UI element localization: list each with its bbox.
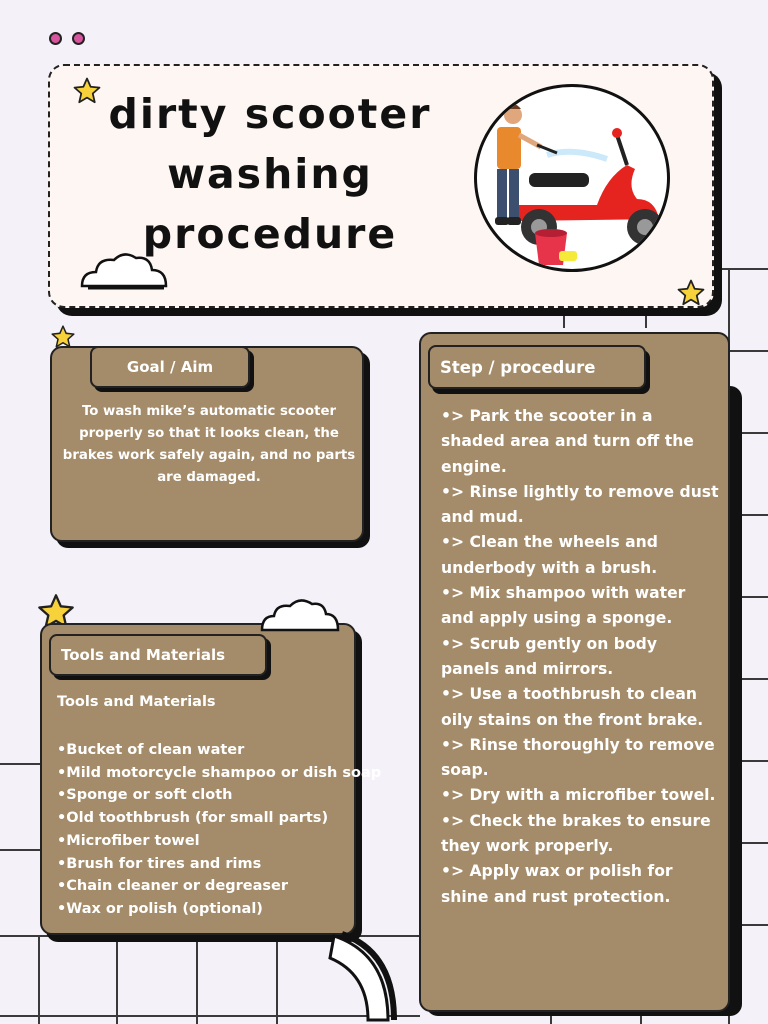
list-item: •Microfiber towel	[57, 832, 200, 849]
list-item: •> Apply wax or polish for shine and rust protection.	[441, 862, 673, 906]
grid-line	[714, 268, 768, 270]
list-item: •> Clean the wheels and underbody with a brush.	[441, 533, 658, 577]
star-icon	[676, 278, 706, 308]
list-item: •> Park the scooter in a shaded area and turn off the engine.	[441, 407, 694, 476]
tools-heading: Tools and Materials	[57, 694, 216, 710]
goal-text: To wash mike’s automatic scooter properly so that it looks clean, the brakes work safely again, and no parts are damaged.	[62, 404, 356, 485]
swoosh-decoration	[328, 930, 398, 1024]
steps-label: Step / procedure	[428, 345, 646, 389]
list-item: •> Rinse thoroughly to remove soap.	[441, 735, 715, 780]
list-item: •Brush for tires and rims	[57, 855, 262, 872]
steps-list	[441, 404, 719, 910]
grid-line	[730, 350, 768, 352]
star-icon	[72, 76, 102, 106]
grid-line	[196, 935, 198, 1024]
list-item: •Mild motorcycle shampoo or dish soap	[57, 764, 382, 781]
scooter-washing-illustration	[474, 84, 670, 272]
list-item: •Sponge or soft cloth	[57, 787, 233, 804]
list-item: •> Scrub gently on body panels and mirrors.	[441, 634, 657, 678]
grid-line	[38, 935, 40, 1024]
list-item: •> Mix shampoo with water and apply using a sponge.	[441, 584, 686, 628]
list-item: •> Rinse lightly to remove dust and mud.	[441, 482, 719, 527]
grid-line	[0, 849, 42, 851]
goal-label: Goal / Aim	[90, 346, 250, 388]
list-item: •> Dry with a microfiber towel.	[441, 786, 716, 805]
grid-line	[0, 763, 42, 765]
list-item: •> Check the brakes to ensure they work properly.	[441, 811, 711, 856]
page-title: dirty scooter washing procedure	[108, 90, 432, 258]
decorative-dot	[72, 32, 85, 45]
list-item: •Chain cleaner or degreaser	[57, 878, 289, 895]
decorative-dot	[49, 32, 62, 45]
list-item: •> Use a toothbrush to clean oily stains on the front brake.	[441, 685, 704, 729]
list-item: •Bucket of clean water	[57, 742, 245, 758]
list-item: •Wax or polish (optional)	[57, 900, 263, 917]
tools-label: Tools and Materials	[49, 634, 267, 676]
grid-line	[116, 935, 118, 1024]
list-item: •Old toothbrush (for small parts)	[57, 810, 329, 827]
cloud-icon	[78, 250, 170, 292]
tools-list	[57, 739, 457, 921]
cloud-icon	[258, 596, 342, 634]
grid-line	[276, 935, 278, 1024]
